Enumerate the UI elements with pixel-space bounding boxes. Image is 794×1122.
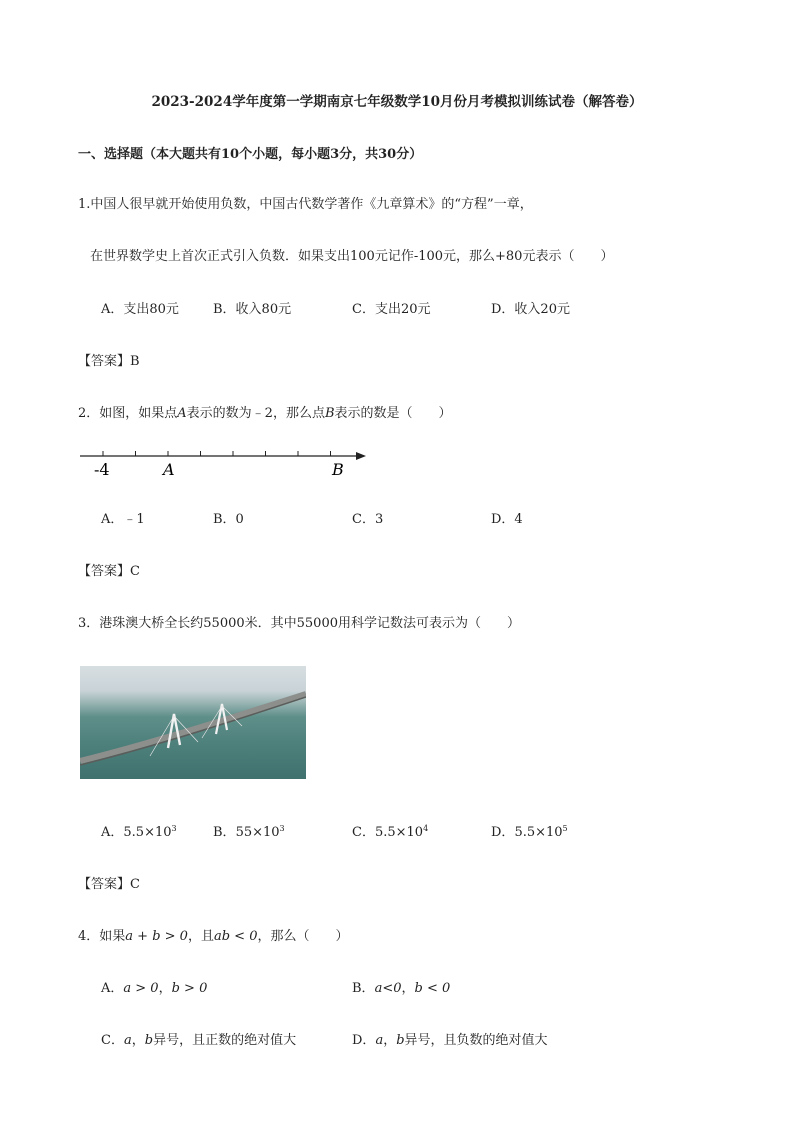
- option-base: 5.5×10: [374, 825, 424, 840]
- q3-option-a: [101, 821, 177, 840]
- q2-option-c: C．3: [352, 512, 384, 527]
- option-separator: ，: [383, 1033, 397, 1048]
- q1-answer: [78, 350, 140, 369]
- number-line-figure: [78, 445, 378, 481]
- q2-point-a-ref: A: [177, 406, 187, 421]
- q3-answer: [78, 873, 140, 892]
- q3-option-b: [213, 821, 285, 840]
- answer-label: 【答案】: [78, 564, 131, 579]
- option-prefix: B．: [213, 825, 236, 840]
- option-exponent: 5: [562, 824, 568, 833]
- q4-stem: [78, 925, 349, 944]
- answer-label: 【答案】: [78, 877, 131, 892]
- option-separator: ，: [158, 981, 172, 996]
- answer-value: C: [130, 877, 140, 892]
- q3-option-d: [491, 821, 568, 840]
- option-expr-a: a<0: [374, 981, 402, 996]
- option-separator: ，: [401, 981, 415, 996]
- option-rest: 异号，且正数的绝对值大: [153, 1033, 297, 1048]
- q1-stem-line1: 1.中国人很早就开始使用负数，中国古代数学著作《九章算术》的“方程”一章，: [78, 197, 533, 212]
- q4-option-a: [101, 977, 207, 996]
- number-line-label-start: -4: [94, 460, 110, 479]
- q2-option-b: B．0: [213, 512, 244, 527]
- option-expr-a: a > 0: [123, 981, 159, 996]
- q2-stem-mid: 表示的数为﹣2，那么点: [186, 406, 325, 421]
- number-line-label-a: A: [163, 460, 175, 479]
- bridge-tower-front: [168, 714, 180, 748]
- number-line-arrow-icon: [356, 452, 366, 460]
- option-base: 55×10: [235, 825, 280, 840]
- q2-point-b-ref: B: [324, 406, 335, 421]
- option-prefix: C．: [352, 825, 375, 840]
- option-exponent: 4: [423, 824, 429, 833]
- q4-condition-1: a + b > 0: [125, 929, 188, 944]
- bridge-photo: [80, 666, 306, 779]
- option-expr-a: a: [123, 1033, 132, 1048]
- q1-option-b: B．收入80元: [213, 302, 292, 317]
- q4-stem-post: ，那么（ ）: [257, 929, 349, 944]
- option-exponent: 3: [279, 824, 285, 833]
- q4-condition-2: ab < 0: [213, 929, 258, 944]
- answer-label: 【答案】: [78, 354, 131, 369]
- q4-option-c: [101, 1029, 296, 1048]
- document-title: 2023-2024学年度第一学期南京七年级数学10月份月考模拟训练试卷（解答卷）: [151, 94, 643, 110]
- q4-option-d: [352, 1029, 548, 1048]
- option-prefix: A．: [101, 981, 124, 996]
- option-prefix: A．: [101, 825, 124, 840]
- option-separator: ，: [131, 1033, 145, 1048]
- q2-option-d: D．4: [491, 512, 523, 527]
- q2-stem-pre: 2．如图，如果点: [78, 406, 178, 421]
- option-exponent: 3: [171, 824, 177, 833]
- q2-stem: [78, 402, 452, 421]
- option-base: 5.5×10: [514, 825, 563, 840]
- option-base: 5.5×10: [123, 825, 172, 840]
- q1-option-a: A．支出80元: [101, 302, 179, 317]
- option-expr-b: b > 0: [171, 981, 208, 996]
- option-expr-a: a: [375, 1033, 384, 1048]
- answer-value: B: [130, 354, 140, 369]
- q4-stem-pre: 4．如果: [78, 929, 126, 944]
- option-expr-b: b: [396, 1033, 405, 1048]
- option-prefix: D．: [352, 1033, 376, 1048]
- q2-option-a: A．﹣1: [101, 512, 145, 527]
- option-expr-b: b: [144, 1033, 154, 1048]
- section-heading: 一、选择题（本大题共有10个小题，每小题3分，共30分）: [78, 147, 423, 162]
- option-prefix: D．: [491, 825, 515, 840]
- q4-stem-mid: ，且: [187, 929, 214, 944]
- q2-stem-post: 表示的数是（ ）: [334, 406, 452, 421]
- q1-option-c: C．支出20元: [352, 302, 431, 317]
- option-expr-b: b < 0: [414, 981, 451, 996]
- q4-option-b: [352, 977, 450, 996]
- option-rest: 异号，且负数的绝对值大: [404, 1033, 548, 1048]
- number-line-label-b: B: [332, 460, 344, 479]
- q1-option-d: D．收入20元: [491, 302, 570, 317]
- q3-stem: 3．港珠澳大桥全长约55000米．其中55000用科学记数法可表示为（ ）: [78, 616, 520, 631]
- number-line-ticks: [103, 451, 331, 456]
- bridge-deck: [80, 694, 306, 761]
- q3-option-c: [352, 821, 428, 840]
- q1-stem-line2: 在世界数学史上首次正式引入负数．如果支出100元记作-100元，那么+80元表示（ ）: [90, 249, 614, 264]
- option-prefix: C．: [101, 1033, 124, 1048]
- option-prefix: B．: [352, 981, 375, 996]
- q2-answer: [78, 560, 140, 579]
- bridge-illustration: [80, 666, 306, 779]
- answer-value: C: [130, 564, 140, 579]
